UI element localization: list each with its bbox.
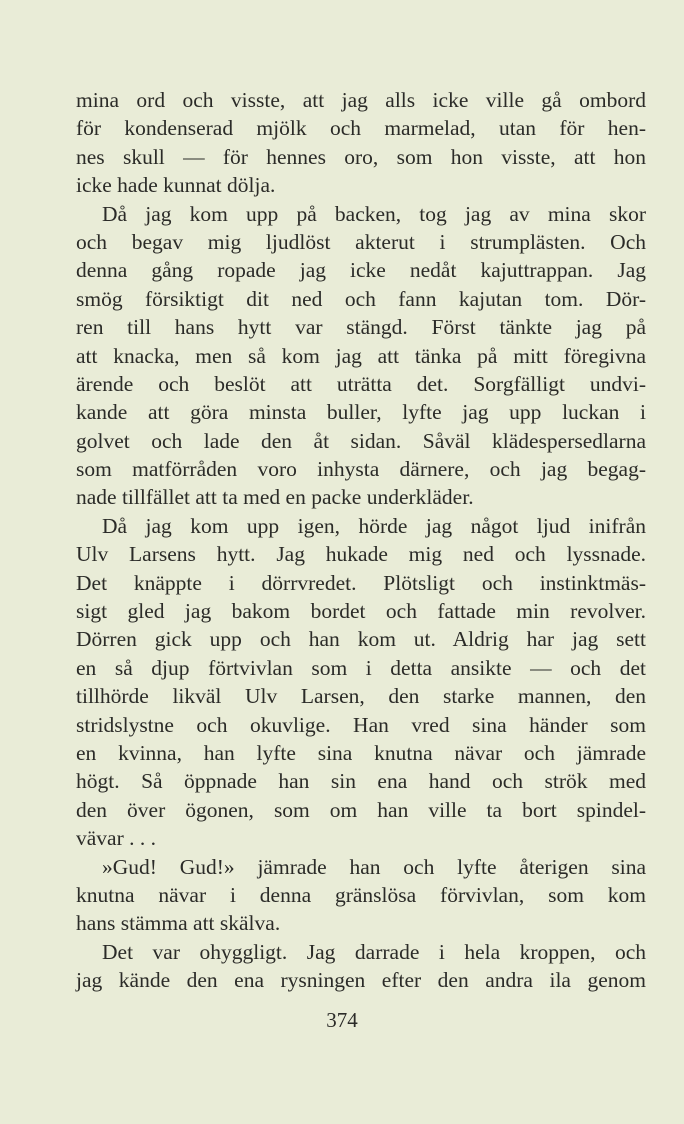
text-line: en kvinna, han lyfte sina knutna nävar och jämrade (76, 740, 646, 765)
text-line: denna gång ropade jag icke nedåt kajuttrappan. Jag (76, 258, 646, 283)
text-line: ärende och beslöt att uträtta det. Sorgfälligt undvi- (76, 371, 646, 396)
text-line: nes skull — för hennes oro, som hon visste, att hon (76, 144, 646, 169)
text-line: Dörren gick upp och han kom ut. Aldrig har jag sett (76, 627, 646, 652)
text-line: kande att göra minsta buller, lyfte jag upp luckan i (76, 400, 646, 425)
text-line: som matförråden voro inhysta därnere, och jag begag- (76, 457, 646, 482)
text-line: den över ögonen, som om han ville ta bort spindel- (76, 797, 646, 822)
text-line: knutna nävar i denna gränslösa förvivlan, som kom (76, 882, 646, 907)
text-line: och begav mig ljudlöst akterut i strumplästen. Och (76, 229, 646, 254)
text-line: att knacka, men så kom jag att tänka på mitt föregivna (76, 343, 646, 368)
text-line: nade tillfället att ta med en packe underkläder. (76, 485, 474, 510)
text-line: tillhörde likväl Ulv Larsen, den starke mannen, den (76, 684, 646, 709)
text-line: vävar . . . (76, 826, 156, 851)
body-text (76, 86, 646, 995)
page-number: 374 (326, 1008, 358, 1032)
text-line: Då jag kom upp på backen, tog jag av mina skor (102, 201, 646, 226)
text-line: hans stämma att skälva. (76, 911, 281, 936)
text-line: mina ord och visste, att jag alls icke ville gå ombord (76, 88, 646, 112)
text-line: Det var ohyggligt. Jag darrade i hela kroppen, och (102, 939, 646, 964)
text-line: sigt gled jag bakom bordet och fattade min revolver. (76, 599, 646, 624)
text-line: icke hade kunnat dölja. (76, 173, 276, 198)
text-line: en så djup förtvivlan som i detta ansikte — och det (76, 655, 646, 680)
text-line: högt. Så öppnade han sin ena hand och strök med (76, 769, 646, 794)
text-line: Det knäppte i dörrvredet. Plötsligt och instinktmäs- (76, 570, 646, 595)
text-line: golvet och lade den åt sidan. Såväl klädespersedlarna (76, 428, 646, 453)
text-line: Då jag kom upp igen, hörde jag något ljud inifrån (102, 513, 646, 538)
text-line: smög försiktigt dit ned och fann kajutan tom. Dör- (76, 286, 646, 311)
text-line: för kondenserad mjölk och marmelad, utan för hen- (76, 116, 646, 141)
text-line: »Gud! Gud!» jämrade han och lyfte återigen sina (102, 854, 646, 879)
text-line: jag kände den ena rysningen efter den andra ila genom (76, 968, 646, 993)
text-line: stridslystne och okuvlige. Han vred sina händer som (76, 712, 646, 737)
text-line: Ulv Larsens hytt. Jag hukade mig ned och lyssnade. (76, 542, 646, 567)
text-line: ren till hans hytt var stängd. Först tänkte jag på (76, 315, 646, 340)
